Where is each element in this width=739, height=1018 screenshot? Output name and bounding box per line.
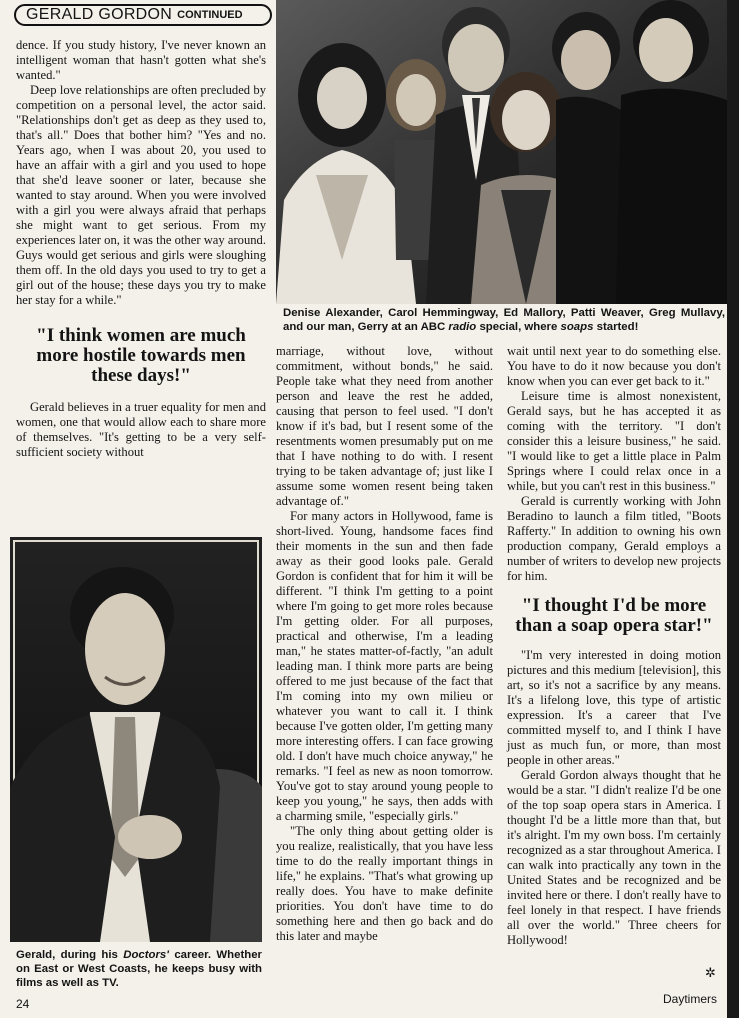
- caption-italic-radio: radio: [448, 321, 477, 333]
- portrait-photo-image: [10, 537, 262, 942]
- paragraph: wait until next year to do something else. You have to do it now because you don't know when you can ever get back to it.": [507, 344, 721, 388]
- paragraph: Leisure time is almost nonexistent, Gerald says, but he has accepted it as coming with the territory. "I don't consider this a leisure business," he said. "I would like to get a little place in Palm Springs where I could relax once in a while, but you can't rest in this business.": [507, 389, 721, 493]
- end-mark-icon: ✲: [705, 966, 716, 981]
- section-header: [14, 4, 272, 26]
- magazine-name: Daytimers: [663, 992, 718, 1006]
- paragraph: "The only thing about getting older is you realize, realistically, that you have less time to do the really important things in life," he explains. "That's what growing up really does. You have to make definite priorities. You don't have time to do something here and then go back and do this later and maybe: [276, 824, 493, 943]
- portrait-caption-italic: Doctors': [123, 949, 169, 961]
- column-2: [276, 344, 493, 944]
- column-3: [507, 344, 721, 948]
- column-1: [16, 38, 266, 460]
- pull-quote: "I think women are much more hostile towards men these days!": [36, 325, 246, 386]
- page-edge: [727, 0, 739, 1018]
- paragraph: Gerald is currently working with John Beradino to launch a film titled, "Boots Rafferty." In addition to owning his own production company, Gerald employs a number of writers to develop new projects for him.: [507, 494, 721, 583]
- portrait-caption-pre: Gerald, during his: [16, 949, 118, 961]
- paragraph: dence. If you study history, I've never known an intelligent woman that hasn't gotten what she's wanted.": [16, 38, 266, 82]
- group-photo: [276, 0, 727, 304]
- portrait-caption-post: career. Whether on East or West Coasts, he keeps busy with films as well as TV.: [16, 949, 262, 989]
- caption-end: started!: [596, 321, 639, 333]
- group-photo-caption: [283, 306, 725, 334]
- page-number: 24: [16, 997, 30, 1011]
- paragraph: marriage, without love, without commitment, without bonds," he said. People take what they need from another person and leave the rest he added, causing that person to feel used. "I don't know if it's bad, but I resent some of the resentments women presumably put on me that I have nothing to do with. I resent trying to be taken advantage of; just like I assume some women resent being taken advantage of.": [276, 344, 493, 508]
- group-photo-image: [276, 0, 727, 304]
- portrait-photo: [10, 537, 262, 942]
- caption-mid: special, where: [479, 321, 558, 333]
- header-subtitle: CONTINUED: [177, 9, 243, 21]
- header-title: GERALD GORDON: [26, 6, 173, 23]
- paragraph: For many actors in Hollywood, fame is short-lived. Young, handsome faces find their moments in the sun and then fade away as their good looks pale. Gerald Gordon is confident that for him it will be different. "I think I'm getting to a point where I'm going to get more roles because I'm getting older. For all purposes, practical and otherwise, I'm a leading man," he states matter-of-factly, "an adult leading man. I think more parts are being offered to me just because of the fact that I'm coming into my own milieu or whatever you want to call it. I think because I've gotten older, I'm getting many more interesting offers. I can face growing old. I don't have much choice anyway," he remarks. "I feel as new as noon tomorrow. You've got to stay around young people to keep you young," he says, then adds with a charming smile, "especially girls.": [276, 509, 493, 823]
- caption-italic-soaps: soaps: [560, 321, 594, 333]
- portrait-caption: [16, 948, 262, 990]
- caption-names: Denise Alexander, Carol Hemmingway, Ed Mallory, Patti Weaver, Greg Mullavy, and our man, Gerry at an ABC: [283, 307, 725, 333]
- paragraph: Gerald believes in a truer equality for men and women, one that would allow each to share more of themselves. "It's getting to be a very self-sufficient society without: [16, 400, 266, 459]
- paragraph: Gerald Gordon always thought that he would be a star. "I didn't realize I'd be one of the top soap opera stars in America. I thought I'd be a little more than that, but it's alright. I'm my own boss. I'm certainly recognized as a star throughout America. I can walk into practically any town in the United States and be recognized and be invited here or there. I don't really have to feel lonely in that respect. I have friends all over the world." Three cheers for Hollywood!: [507, 768, 721, 947]
- paragraph: Deep love relationships are often precluded by competition on a personal level, the actor said. "Relationships don't get as deep as they used to, that's all." Does that bother him? "Yes and no. Years ago, when I was about 20, you used to have an affair with a girl and you used to hope that she'd leave sooner or later, because she wanted to stay around. When you were involved with a girl you were always afraid that perhaps she might want to get serious. From my experiences later on, it was the other way around. Guys would get serious and girls were sloughing them off. In the old days you used to try to get a girl out of the house; these days you try to make her stay for a while.": [16, 83, 266, 307]
- pull-quote: "I thought I'd be more than a soap opera star!": [515, 595, 713, 636]
- paragraph: "I'm very interested in doing motion pictures and this medium [television], this art, so it's not a sacrifice by any means. It's a lifelong love, this type of artistic expression. It's a career that I've committed myself to, and I think I have just as much fun, or more, than most people in other areas.": [507, 648, 721, 767]
